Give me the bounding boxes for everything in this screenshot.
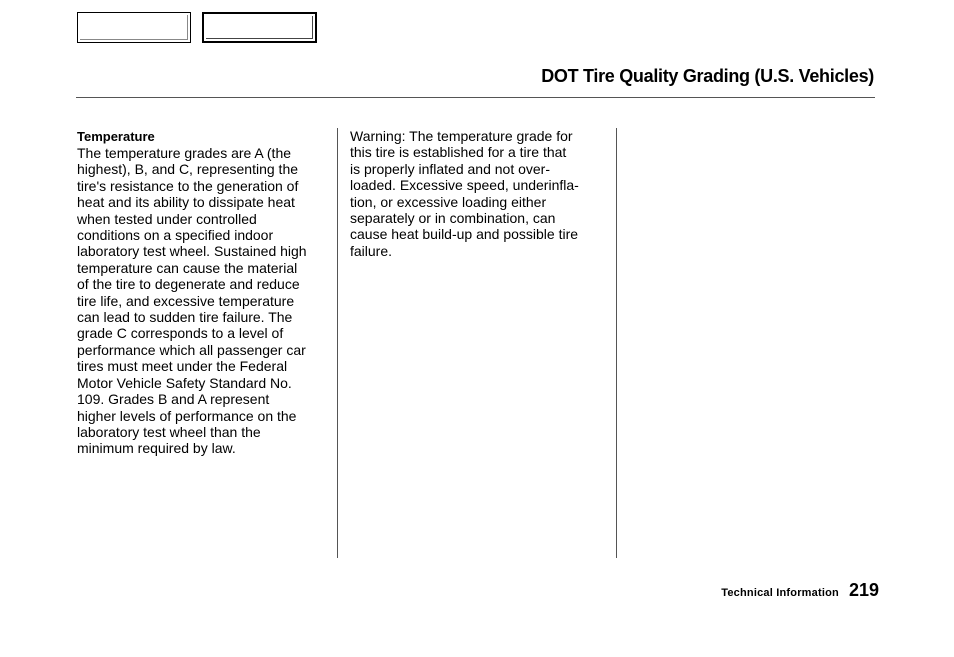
section-heading-temperature: Temperature (77, 129, 155, 144)
column-divider-right (616, 128, 617, 558)
middle-column (350, 128, 602, 259)
previous-page-button[interactable] (77, 12, 191, 43)
page-title: DOT Tire Quality Grading (U.S. Vehicles) (541, 66, 874, 86)
footer-section-label: Technical Information (721, 587, 839, 599)
left-column (77, 128, 333, 457)
title-divider (76, 97, 875, 98)
page-footer (721, 580, 879, 601)
temperature-warning: Warning: The temperature grade for this tire is established for a tire that is properly inflated and not over- loaded. Excessive speed, underinfla- tion, or excessive loading either separately or in combination, can cause heat build-up and possible tire failure. (350, 128, 579, 259)
next-page-button[interactable] (202, 12, 317, 43)
column-divider-left (337, 128, 338, 558)
temperature-description: The temperature grades are A (the highest), B, and C, representing the tire's resistance to the generation of heat and its ability to dissipate heat when tested under controlled conditions on a specified indoor laboratory test wheel. Sustained high temperature can cause the material of the tire to degenerate and reduce tire life, and excessive temperature can lead to sudden tire failure. The grade C corresponds to a level of performance which all passenger car tires must meet under the Federal Motor Vehicle Safety Standard No. 109. Grades B and A represent higher levels of performance on the laboratory test wheel than the minimum required by law. (77, 145, 307, 457)
page-number: 219 (848, 580, 879, 600)
